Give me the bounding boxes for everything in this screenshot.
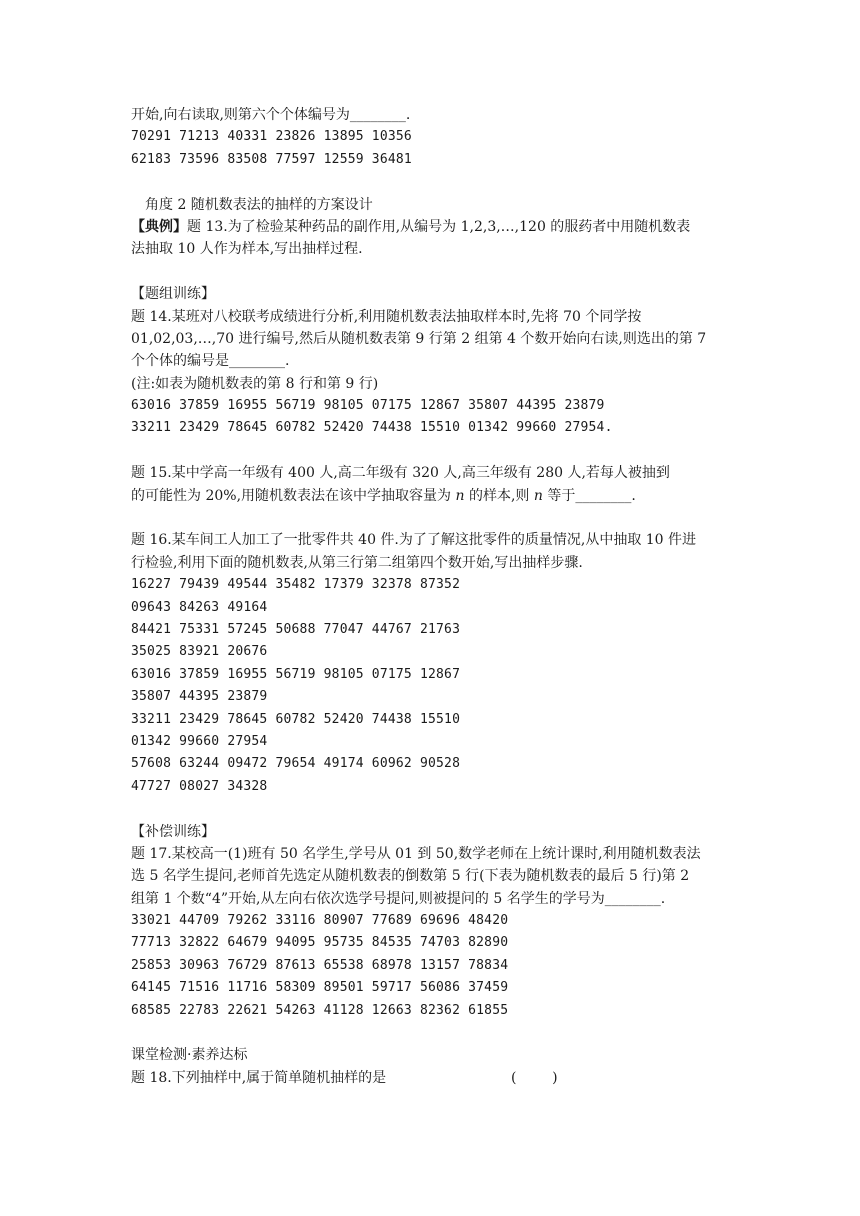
random-number-row: 33211 23429 78645 60782 52420 74438 15510 (131, 711, 461, 727)
random-number-row: 70291 71213 40331 23826 13895 10356 (131, 129, 412, 145)
question-14-text: 个个体的编号是________. (131, 353, 290, 370)
question-text: 等于________. (542, 487, 636, 504)
variable-n: n (455, 487, 465, 504)
section-heading-classroom-check: 课堂检测·素养达标 (131, 1047, 248, 1064)
document-page (131, 104, 741, 1089)
question-16-text: 题 16.某车间工人加工了一批零件共 40 件.为了了解这批零件的质量情况,从中抽取 10 件进 (131, 532, 697, 549)
question-14-note: (注:如表为随机数表的第 8 行和第 9 行) (131, 375, 379, 392)
example-question-13 (131, 216, 741, 238)
question-text: 题 13.为了检验某种药品的副作用,从编号为 1,2,3,…,120 的服药者中用随机数表 (187, 218, 691, 235)
question-17-text: 组第 1 个数“4”开始,从左向右依次选学号提问,则被提问的 5 名学生的学号为________. (131, 890, 666, 907)
random-number-row: 47727 08027 34328 (131, 778, 268, 794)
question-text: 的样本,则 (464, 487, 534, 504)
random-number-row: 62183 73596 83508 77597 12559 36481 (131, 151, 412, 167)
question-text: 法抽取 10 人作为样本,写出抽样过程. (131, 241, 363, 258)
random-number-row: 35025 83921 20676 (131, 644, 268, 660)
question-text: 开始,向右读取,则第六个个体编号为________. (131, 107, 411, 123)
section-heading-angle-2: 角度 2 随机数表法的抽样的方案设计 (145, 196, 373, 213)
random-number-row: 33021 44709 79262 33116 80907 77689 69696 48420 (131, 913, 509, 929)
random-number-row: 63016 37859 16955 56719 98105 07175 12867 (131, 666, 461, 682)
random-number-row: 68585 22783 22621 54263 41128 12663 82362 61855 (131, 1002, 509, 1018)
example-tag: 【典例】 (131, 218, 187, 235)
section-heading-group-training: 【题组训练】 (131, 286, 215, 303)
random-number-row: 25853 30963 76729 87613 65538 68978 13157 78834 (131, 957, 509, 973)
random-number-row: 01342 99660 27954 (131, 733, 268, 749)
question-text: 的可能性为 20%,用随机数表法在该中学抽取容量为 (131, 487, 456, 504)
random-number-row: 77713 32822 64679 94095 95735 84535 74703 82890 (131, 935, 509, 951)
random-number-row: 33211 23429 78645 60782 52420 74438 15510 01342 99660 27954. (131, 420, 613, 436)
random-number-row: 64145 71516 11716 58309 89501 59717 56086 37459 (131, 980, 509, 996)
question-18-text: 题 18.下列抽样中,属于简单随机抽样的是 (131, 1069, 387, 1086)
random-number-row: 16227 79439 49544 35482 17379 32378 87352 (131, 577, 461, 593)
random-number-row: 35807 44395 23879 (131, 689, 268, 705)
question-15-text: 题 15.某中学高一年级有 400 人,高二年级有 320 人,高三年级有 280 人,若每人被抽到 (131, 465, 670, 482)
question-18 (131, 1067, 741, 1089)
random-number-row: 09643 84263 49164 (131, 599, 268, 615)
question-16-text: 行检验,利用下面的随机数表,从第三行第二组第四个数开始,写出抽样步骤. (131, 554, 583, 571)
answer-parentheses: ( ) (511, 1069, 558, 1086)
question-14-text: 题 14.某班对八校联考成绩进行分析,利用随机数表法抽取样本时,先将 70 个同学按 (131, 308, 642, 325)
question-17-text: 题 17.某校高一(1)班有 50 名学生,学号从 01 到 50,数学老师在上统计课时,利用随机数表法 (131, 845, 701, 862)
random-number-row: 57608 63244 09472 79654 49174 60962 90528 (131, 756, 461, 772)
question-15-text (131, 485, 741, 507)
variable-n: n (533, 487, 543, 504)
section-heading-supplement: 【补偿训练】 (131, 823, 215, 840)
random-number-row: 84421 75331 57245 50688 77047 44767 21763 (131, 621, 461, 637)
random-number-row: 63016 37859 16955 56719 98105 07175 12867 35807 44395 23879 (131, 398, 605, 414)
question-14-text: 01,02,03,…,70 进行编号,然后从随机数表第 9 行第 2 组第 4 个数开始向右读,则选出的第 7 (131, 330, 707, 347)
question-17-text: 选 5 名学生提问,老师首先选定从随机数表的倒数第 5 行(下表为随机数表的最后 5 行)第 2 (131, 868, 690, 885)
